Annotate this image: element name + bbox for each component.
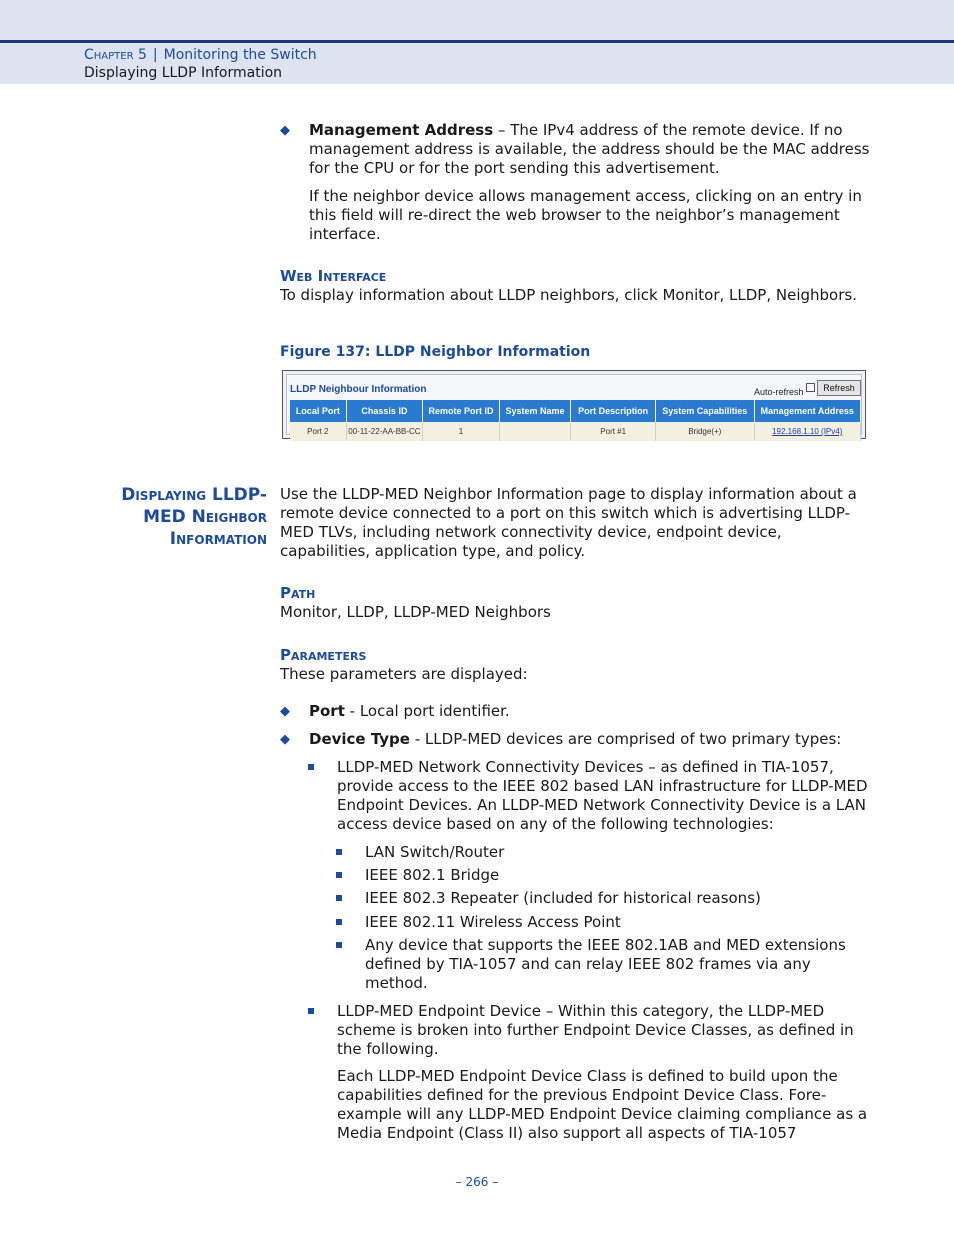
square-bullet-icon [336,942,342,948]
section-heading-line-3: Information [169,529,267,549]
auto-refresh-label: Auto-refresh [754,387,804,397]
lldp-neighbor-figure [282,370,866,439]
list-item-network-connectivity [308,758,870,834]
list-item [336,936,870,993]
square-bullet-icon [308,1008,314,1014]
refresh-button[interactable]: Refresh [817,380,861,396]
diamond-bullet-icon: ◆ [280,732,290,747]
neighbor-table [290,400,861,441]
square-bullet-icon [336,919,342,925]
cell-system-capabilities: Bridge(+) [656,422,755,441]
bullet-management-address [280,121,870,178]
term-port: Port [309,702,345,720]
bullet-port [280,702,870,721]
cell-local-port: Port 2 [290,422,346,441]
desc-port: - Local port identifier. [344,702,510,720]
endpoint-device-note: Each LLDP-MED Endpoint Device Class is defined to build upon the capabilities defined for the previous Endpoint Device Class. Fore-example will any LLDP-MED Endpoint Device claiming compliance as a Media Endpoint (Class II) also support all aspects of TIA-1057 [337,1067,868,1142]
section-title-header: Displaying LLDP Information [84,65,283,81]
col-system-name: System Name [499,400,571,422]
management-address-note: If the neighbor device allows management access, clicking on an entry in this field will re-direct the web browser to the neighbor’s management interface. [309,187,862,243]
tech-item-text: Any device that supports the IEEE 802.1AB and MED extensions defined by TIA-1057 and can relay IEEE 802 frames via any method. [365,936,846,992]
square-bullet-icon [336,895,342,901]
list-item [336,889,870,908]
endpoint-device-text: LLDP-MED Endpoint Device – Within this category, the LLDP-MED scheme is broken into further Endpoint Device Classes, as defined in the following. [337,1002,854,1058]
parameters-text: These parameters are displayed: [280,665,528,683]
path-text: Monitor, LLDP, LLDP-MED Neighbors [280,603,551,621]
parameters-heading: Parameters [280,646,367,664]
table-row [290,422,861,441]
list-item-endpoint-device [308,1002,870,1059]
desc-device-type: - LLDP-MED devices are comprised of two primary types: [409,730,842,748]
term-management-address: Management Address [309,121,494,139]
header-rule [0,40,954,43]
diamond-bullet-icon: ◆ [280,704,290,719]
list-item [336,913,870,932]
figure-panel [286,374,862,435]
desc-management-address: – The IPv4 address of the remote device. If no management address is available, the address should be the MAC address for the CPU or for the port sending this advertisement. [309,121,870,177]
square-bullet-icon [308,764,314,770]
col-port-description: Port Description [571,400,656,422]
page-number: – 266 – [455,1175,499,1189]
figure-panel-title: LLDP Neighbour Information [290,384,427,395]
cell-chassis-id: 00-11-22-AA-BB-CC [346,422,423,441]
header-separator: | [152,47,158,63]
col-local-port: Local Port [290,400,346,422]
col-system-capabilities: System Capabilities [656,400,755,422]
cell-system-name [499,422,571,441]
col-chassis-id: Chassis ID [346,400,423,422]
list-item [336,843,870,862]
network-connectivity-text: LLDP-MED Network Connectivity Devices – as defined in TIA-1057, provide access to the IEEE 802 based LAN infrastructure for LLDP-MED Endpoint Devices. An LLDP-MED Network Connectivity Device is a LAN access device based on any of the following technologies: [337,758,868,833]
term-device-type: Device Type [309,730,410,748]
chapter-label: Chapter 5 [84,47,147,63]
section-heading-line-2: MED Neighbor [143,507,267,527]
section-intro: Use the LLDP-MED Neighbor Information page to display information about a remote device connected to a port on this switch which is advertising LLDP-MED TLVs, including network connectivity device, endpoint device, capabilities, application type, and policy. [280,485,857,560]
cell-port-description: Port #1 [571,422,656,441]
section-heading-line-1: Displaying LLDP- [121,485,267,505]
col-management-address: Management Address [754,400,861,422]
figure-caption: Figure 137: LLDP Neighbor Information [280,344,591,360]
tech-item-text: IEEE 802.11 Wireless Access Point [365,913,621,931]
diamond-bullet-icon: ◆ [280,123,290,138]
cell-remote-port-id: 1 [423,422,500,441]
section-heading [84,484,267,550]
tech-item-text: LAN Switch/Router [365,843,505,861]
tech-item-text: IEEE 802.3 Repeater (included for historical reasons) [365,889,761,907]
square-bullet-icon [336,849,342,855]
web-interface-text: To display information about LLDP neighbors, click Monitor, LLDP, Neighbors. [280,286,857,304]
path-heading: Path [280,584,316,602]
bullet-device-type [280,730,870,749]
auto-refresh-checkbox[interactable] [806,383,815,392]
list-item [336,866,870,885]
col-remote-port-id: Remote Port ID [423,400,500,422]
tech-item-text: IEEE 802.1 Bridge [365,866,500,884]
cell-management-address-link[interactable]: 192.168.1.10 (IPv4) [754,422,861,441]
web-interface-heading: Web Interface [280,267,387,285]
square-bullet-icon [336,872,342,878]
chapter-title: Monitoring the Switch [163,47,317,63]
running-head [84,46,317,65]
